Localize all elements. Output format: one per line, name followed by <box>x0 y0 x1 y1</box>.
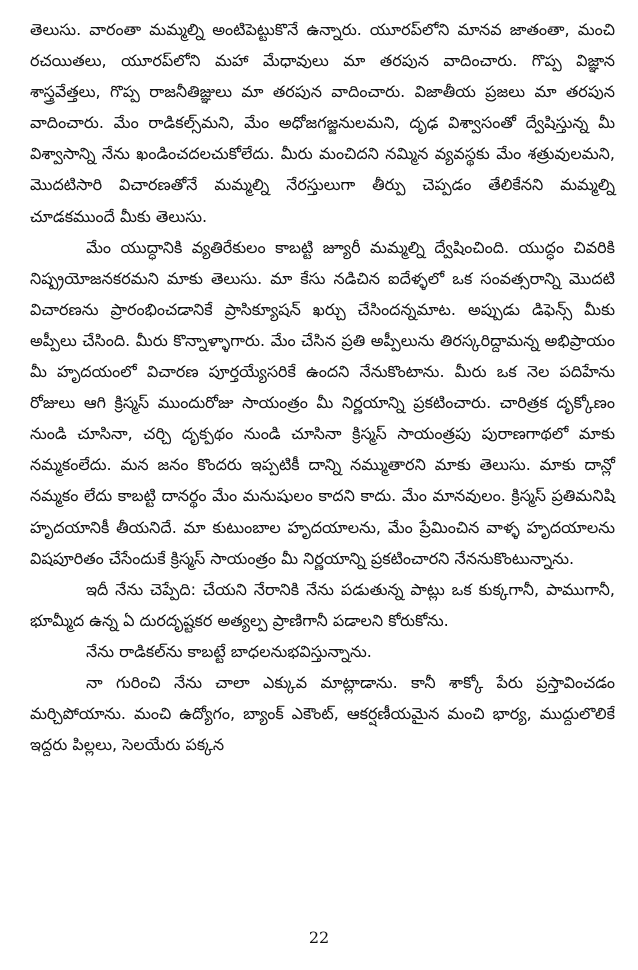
paragraph-sacco: నా గురించి నేను చాలా ఎక్కువ మాట్లాడాను. కానీ శాక్కో పేరు ప్రస్తావించడం మర్చిపోయాను. మంచి ఉద్యోగం, బ్యాంక్ ఎకౌంట్, ఆకర్షణీయమైన మంచి భార్య, ముద్దులొలికే ఇద్దరు పిల్లలు, సెలయేరు పక్కన <box>30 672 615 755</box>
paragraph-radical: నేను రాడికల్‌ను కాబట్టే బాధలనుభవిస్తున్నాను. <box>86 641 372 661</box>
paragraph-jury: మేం యుద్ధానికి వ్యతిరేకులం కాబట్టి జ్యూరీ మమ్మల్ని ద్వేషించింది. యుద్ధం చివరికి నిష్ప్రయోజనకరమని మాకు తెలుసు. మా కేసు నడిచిన ఐదేళ్ళలో ఒక సంవత్సరాన్ని మొదటి విచారణను ప్రారంభించడానికే ప్రాసిక్యూషన్ ఖర్చు చేసిందన్నమాట. అప్పుడు డిఫెన్స్ మీకు అప్పీలు చేసింది. మీరు కొన్నాళ్ళాగారు. మేం చేసిన ప్రతి అప్పీలును తిరస్కరిద్దామన్న అభిప్రాయం మీ హృదయంలో విచారణ పూర్తయ్యేసరికే ఉందని నేనుకొంటాను. మీరు ఒక నెల పదిహేను రోజులు ఆగి క్రిస్మస్ ముందురోజు సాయంత్రం మీ నిర్ణయాన్ని ప్రకటించారు. చారిత్రక దృక్కోణం నుండి చూసినా, చర్చి దృక్పథం నుండి చూసినా క్రిస్మస్ సాయంత్రపు పురాణగాథలో మాకు నమ్మకంలేదు. మన జనం కొందరు ఇప్పటికీ దాన్ని నమ్ముతారని మాకు తెలుసు. మాకు దాన్లో నమ్మకం లేదు కాబట్టి దానర్థం మేం మనుషులం కాదని కాదు. మేం మానవులం. క్రిస్మస్ ప్రతిమనిషి హృదయానికీ తీయనిదే. మా కుటుంబాల హృదయాలను, మేం ప్రేమించిన వాళ్ళ హృదయాలను విషపూరితం చేసేందుకే క్రిస్మస్ సాయంత్రం మీ నిర్ణయాన్ని ప్రకటించారని నేననుకొంటున్నాను. <box>30 237 615 568</box>
paragraph-continued: తెలుసు. వారంతా మమ్మల్ని అంటిపెట్టుకొనే ఉన్నారు. యూరప్‌లోని మానవ జాతంతా, మంచి రచయితలు, యూరప్‌లోని మహా మేధావులు మా తరపున వాదించారు. గొప్ప విజ్ఞాన శాస్త్రవేత్తలు, గొప్ప రాజనీతిజ్ఞులు మా తరపున వాదించారు. విజాతీయ ప్రజలు మా తరపున వాదించారు. మేం రాడికల్స్‌మని, మేం అధోజగజ్జనులమని, దృఢ విశ్వాసంతో ద్వేషిస్తున్న మీ విశ్వాసాన్ని నేను ఖండించదలచుకోలేదు. మీరు మంచిదని నమ్మిన వ్యవస్థకు మేం శత్రువులమని, మొదటిసారి విచారణతోనే మమ్మల్ని నేరస్తులుగా తీర్పు చెప్పడం తేలికేనని మమ్మల్ని చూడకముందే మీకు తెలుసు. <box>30 20 615 226</box>
paragraph-statement: ఇదీ నేను చెప్పేది: చేయని నేరానికి నేను పడుతున్న పాట్లు ఒక కుక్కగానీ, పాముగానీ, భూమ్మీద ఉన్న ఏ దురదృష్టకర అత్యల్ప ప్రాణిగానీ పడాలని కోరుకోను. <box>30 579 615 630</box>
page-body <box>30 14 615 760</box>
page-number: 22 <box>308 928 330 947</box>
